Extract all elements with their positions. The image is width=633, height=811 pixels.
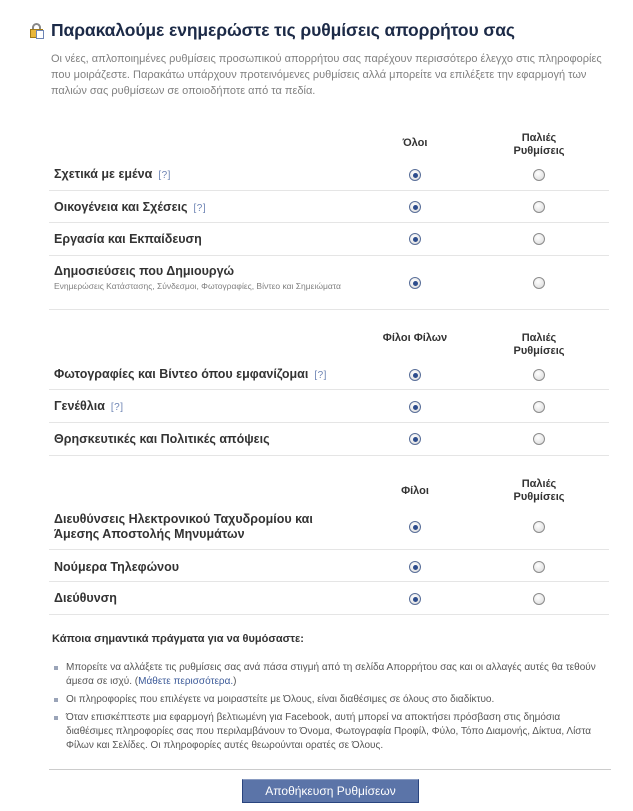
row-sublabel: Ενημερώσεις Κατάστασης, Σύνδεσμοι, Φωτογραφίες, Βίντεο και Σημειώματα: [54, 281, 341, 291]
radio-old-settings[interactable]: [533, 561, 545, 573]
radio-friends[interactable]: [409, 561, 421, 573]
radio-everyone[interactable]: [409, 201, 421, 213]
settings-row-posts-i-create: [49, 256, 609, 310]
radio-old-settings[interactable]: [533, 433, 545, 445]
bullet-icon: [54, 698, 58, 702]
column-header-friends-of-friends: Φίλοι Φίλων: [382, 332, 448, 344]
radio-old-settings[interactable]: [533, 521, 545, 533]
row-label: Διεύθυνση: [54, 591, 117, 605]
settings-row-birthday: [49, 390, 609, 423]
page-title: Παρακαλούμε ενημερώστε τις ρυθμίσεις απορρήτου σας: [51, 20, 515, 40]
row-label: Νούμερα Τηλεφώνου: [54, 560, 179, 574]
notes-title: Κάποια σημαντικά πράγματα για να θυμόσαστε:: [52, 633, 304, 645]
privacy-lock-icon: [29, 23, 45, 39]
radio-everyone[interactable]: [409, 233, 421, 245]
settings-row-about-me: [49, 159, 609, 191]
bullet-icon: [54, 716, 58, 720]
note-item: Μπορείτε να αλλάξετε τις ρυθμίσεις σας ανά πάσα στιγμή από τη σελίδα Απορρήτου σας και οι αλλαγές αυτές θα τεθούν άμεσα σε ισχύ. (Μάθετε περισσότερα.): [49, 661, 609, 689]
radio-friends-of-friends[interactable]: [409, 401, 421, 413]
row-label: Γενέθλια: [54, 399, 105, 413]
radio-friends-of-friends[interactable]: [409, 369, 421, 381]
help-link[interactable]: [?]: [314, 370, 327, 381]
column-header-old-settings: Παλιές Ρυθμίσεις: [513, 132, 565, 157]
notes-list: [49, 661, 609, 753]
row-label: Εργασία και Εκπαίδευση: [54, 232, 202, 246]
notes-section: [49, 633, 609, 757]
intro-text: Οι νέες, απλοποιημένες ρυθμίσεις προσωπικού απορρήτου σας παρέχουν περισσότερο έλεγχο στις πληροφορίες που μοιράζεστε. Παρακάτω υπάρχουν προτεινόμενες ρυθμίσεις αλλά μπορείτε να επιλέξετε την εφαρμογή των παλιών σας ρυθμίσεων σε οποιοδήποτε από τα πεδία.: [51, 53, 602, 97]
settings-row-phone-numbers: [49, 550, 609, 582]
learn-more-link[interactable]: Μάθετε περισσότερα.: [138, 676, 234, 687]
radio-everyone[interactable]: [409, 277, 421, 289]
bullet-icon: [54, 666, 58, 670]
settings-row-religious-political-views: [49, 423, 609, 456]
page-header: [29, 20, 609, 99]
settings-row-address: [49, 582, 609, 615]
row-label: Σχετικά με εμένα: [54, 167, 153, 181]
radio-old-settings[interactable]: [533, 401, 545, 413]
column-header-everyone: Όλοι: [402, 137, 428, 149]
help-link[interactable]: [?]: [158, 170, 171, 181]
radio-friends[interactable]: [409, 521, 421, 533]
help-link[interactable]: [?]: [110, 402, 124, 413]
row-label: Διευθύνσεις Ηλεκτρονικού Ταχυδρομίου και Άμεσης Αποστολής Μηνυμάτων: [54, 512, 313, 541]
note-item: Οι πληροφορίες που επιλέγετε να μοιραστείτε με Όλους, είναι διαθέσιμες σε όλους στο διαδίκτυο.: [49, 693, 609, 707]
settings-row-work-education: [49, 223, 609, 256]
help-link[interactable]: [?]: [193, 203, 207, 214]
radio-everyone[interactable]: [409, 169, 421, 181]
note-item: Όταν επισκέπτεστε μια εφαρμογή βελτιωμένη για Facebook, αυτή μπορεί να αποκτήσει πρόσβαση στις δημόσια διαθέσιμες πληροφορίες σας που περιλαμβάνουν το Όνομα, Φωτογραφία Προφίλ, Φύλο, Τόπο Διαμονής, Δίκτυα, Λίστα Φίλων και Σελίδες. Οι πληροφορίες αυτές θεωρούνται ορατές σε Όλους.: [49, 711, 609, 753]
column-header-old-settings: Παλιές Ρυθμίσεις: [513, 332, 565, 357]
column-header-old-settings: Παλιές Ρυθμίσεις: [513, 478, 565, 503]
settings-row-photos-videos: [49, 359, 609, 390]
radio-friends-of-friends[interactable]: [409, 433, 421, 445]
radio-old-settings[interactable]: [533, 169, 545, 181]
radio-old-settings[interactable]: [533, 277, 545, 289]
title-row: [29, 20, 609, 41]
row-label: Δημοσιεύσεις που Δημιουργώ: [54, 264, 235, 278]
column-header-friends: Φίλοι: [401, 485, 429, 497]
row-label: Οικογένεια και Σχέσεις: [54, 200, 188, 214]
save-settings-button[interactable]: Αποθήκευση Ρυθμίσεων: [242, 779, 419, 803]
settings-row-email-im: [49, 506, 609, 550]
radio-old-settings[interactable]: [533, 201, 545, 213]
radio-old-settings[interactable]: [533, 369, 545, 381]
row-label: Φωτογραφίες και Βίντεο όπου εμφανίζομαι: [54, 367, 309, 381]
radio-old-settings[interactable]: [533, 233, 545, 245]
settings-row-family-relationships: [49, 191, 609, 223]
row-label: Θρησκευτικές και Πολιτικές απόψεις: [54, 432, 270, 446]
radio-friends[interactable]: [409, 593, 421, 605]
radio-old-settings[interactable]: [533, 593, 545, 605]
divider: [49, 769, 611, 770]
